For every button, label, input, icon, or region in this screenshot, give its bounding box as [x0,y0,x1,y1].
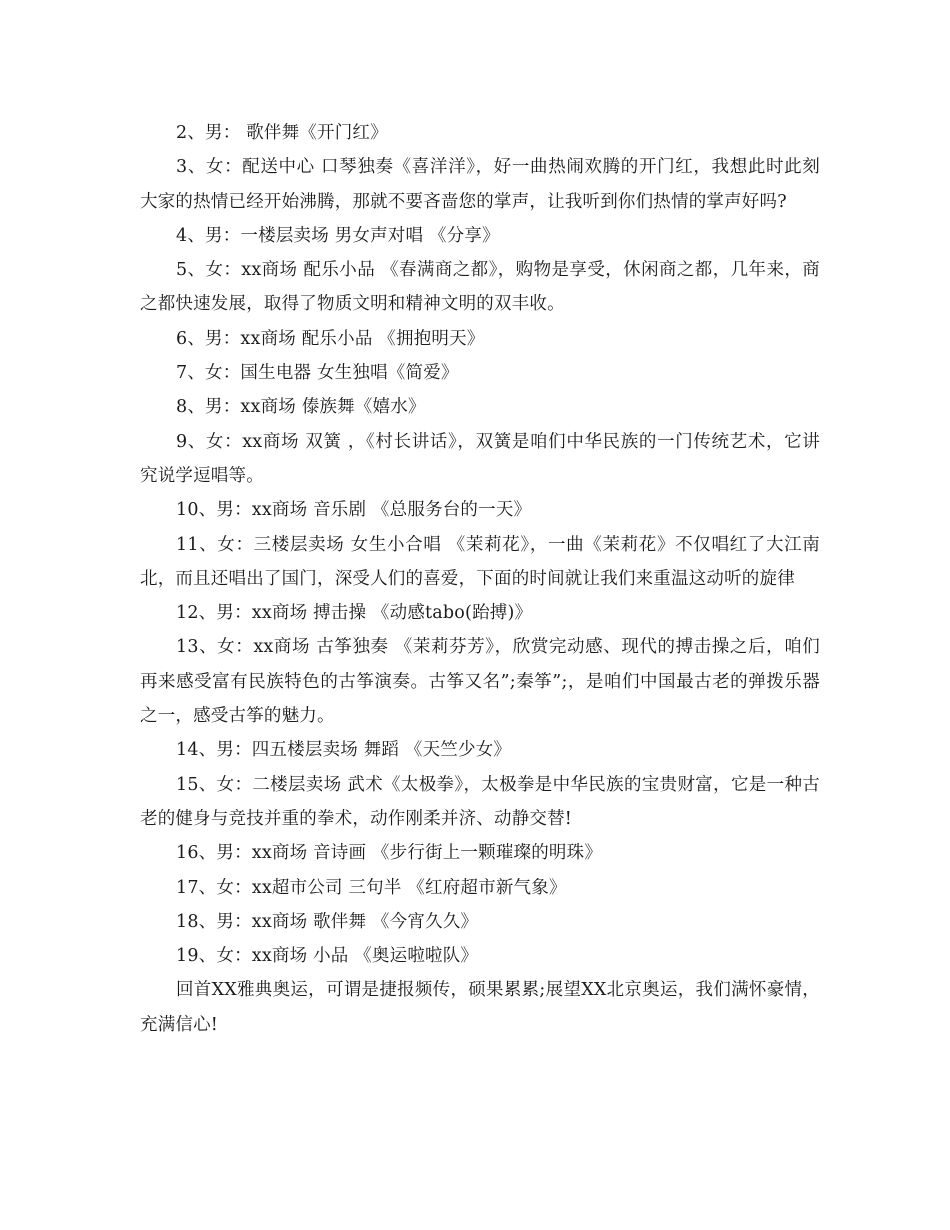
program-item-2: 2、男： 歌伴舞《开门红》 [176,123,388,143]
program-item-18: 18、男：xx商场 歌伴舞 《今宵久久》 [176,911,479,932]
document-body [140,116,820,1042]
program-item-15: 15、女：二楼层卖场 武术《太极拳》，太极拳是中华民族的宝贵财富，它是一种古老的健身与竞技并重的拳术，动作刚柔并济、动静交替! [140,774,820,829]
program-item-16: 16、男：xx商场 音诗画 《步行街上一颗璀璨的明珠》 [176,843,603,864]
program-item-3: 3、女：配送中心 口琴独奏《喜洋洋》，好一曲热闹欢腾的开门红，我想此时此刻大家的热情已经开始沸腾，那就不要吝啬您的掌声，让我听到你们热情的掌声好吗? [140,157,820,212]
program-item-6: 6、男：xx商场 配乐小品 《拥抱明天》 [176,328,485,349]
program-item-13: 13、女：xx商场 古筝独奏 《茉莉芬芳》，欣赏完动感、现代的搏击操之后，咱们再来感受富有民族特色的古筝演奏。古筝又名”;秦筝”;，是咱们中国最古老的弹拨乐器之一，感受古筝的魅力。 [140,637,820,727]
program-item-11: 11、女：三楼层卖场 女生小合唱 《茉莉花》，一曲《茉莉花》不仅唱红了大江南北，而且还唱出了国门，深受人们的喜爱，下面的时间就让我们来重温这动听的旋律 [140,534,820,589]
program-item-12: 12、男：xx商场 搏击操 《动感tabo(跆搏)》 [176,603,533,624]
program-item-14: 14、男：四五楼层卖场 舞蹈 《天竺少女》 [176,740,512,761]
closing-paragraph: 回首XX雅典奥运，可谓是捷报频传，硕果累累;展望XX北京奥运，我们满怀豪情，充满信心! [140,980,820,1035]
program-item-8: 8、男：xx商场 傣族舞《嬉水》 [176,397,426,418]
program-item-7: 7、女：国生电器 女生独唱《简爱》 [176,363,459,384]
program-item-4: 4、男：一楼层卖场 男女声对唱 《分享》 [176,225,500,246]
program-item-19: 19、女：xx商场 小品 《奥运啦啦队》 [176,946,479,967]
program-item-9: 9、女：xx商场 双簧 ，《村长讲话》，双簧是咱们中华民族的一门传统艺术，它讲究说学逗唱等。 [140,431,820,486]
program-item-17: 17、女：xx超市公司 三句半 《红府超市新气象》 [176,877,567,898]
program-item-10: 10、男：xx商场 音乐剧 《总服务台的一天》 [176,500,532,521]
program-item-5: 5、女：xx商场 配乐小品 《春满商之都》，购物是享受，休闲商之都，几年来，商之都快速发展，取得了物质文明和精神文明的双丰收。 [140,260,820,315]
